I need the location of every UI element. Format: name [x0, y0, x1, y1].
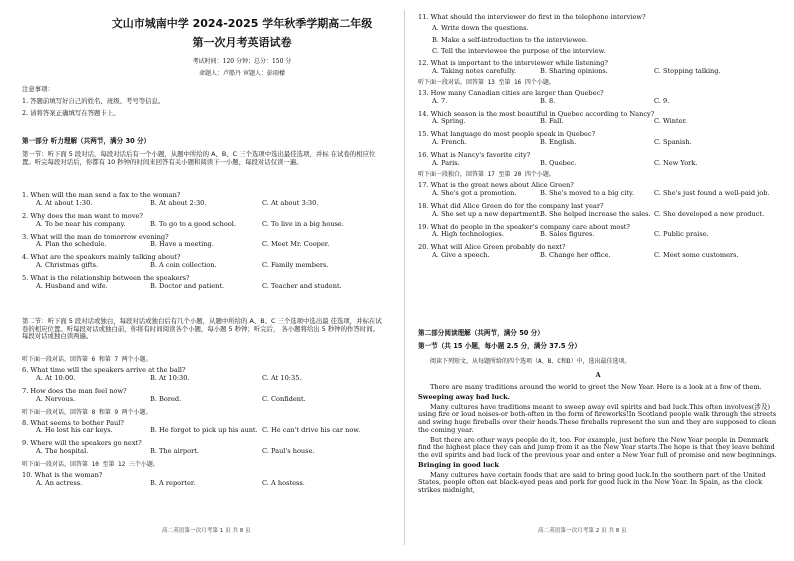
options-19: [418, 231, 778, 240]
right-column: [418, 0, 778, 561]
option-c: C. Winter.: [654, 117, 688, 126]
dialog-note: 听下面一段对话，回答第 13 至第 16 四个小题。: [418, 78, 555, 86]
exam-authors: 命题人：卢船丹 审题人：彭雨檬: [199, 70, 285, 77]
option-a: A. At about 1:30.: [36, 198, 93, 207]
option-a: A. French.: [432, 138, 467, 147]
option-c: C. Stopping talking.: [654, 66, 721, 75]
dialog-note: 听下面一段对话，回答第 6 和第 7 两个小题。: [22, 356, 152, 363]
note-item: 2. 请将答案正确填写在答题卡上。: [22, 109, 120, 117]
options-20: [418, 252, 778, 261]
option-b: B. He forgot to pick up his aunt.: [150, 426, 258, 435]
passage-subheading: Sweeping away bad luck.: [418, 392, 510, 401]
option-a: A. Nervous.: [36, 394, 76, 403]
option-b: B. Doctor and patient.: [150, 281, 225, 290]
option-a: A. An actress.: [36, 479, 83, 488]
option-b: B. At about 2:30.: [150, 198, 207, 207]
option-a: A. Give a speech.: [432, 251, 490, 260]
exam-info: 考试时间：120 分钟；总分：150 分: [192, 58, 292, 65]
question-13: 13. How many Canadian cities are larger than Quebec?: [418, 88, 604, 97]
options-15: [418, 139, 778, 148]
option-a: A. To be near his company.: [36, 219, 126, 228]
options-5: [22, 283, 392, 292]
option-a: A. She set up a new department.: [432, 209, 542, 218]
option-a: A. Husband and wife.: [36, 281, 108, 290]
options-18: [418, 211, 778, 220]
options-16: [418, 160, 778, 169]
option-c: C. To live in a big house.: [262, 219, 344, 228]
dialog-note: 听下面一段对话，回答第 10 至第 12 三个小题。: [22, 461, 159, 469]
option-b: B. Have a meeting.: [150, 240, 214, 249]
part2-section1: 第一节（共 15 小题，每小题 2.5 分，满分 37.5 分）: [418, 342, 581, 350]
options-10: [22, 480, 392, 489]
options-6: [22, 375, 392, 384]
options-7: [22, 396, 392, 405]
option-b: B. At 10:30.: [150, 373, 190, 382]
options-4: [22, 262, 392, 271]
question-2: 2. Why does the man want to move?: [22, 211, 143, 220]
question-5: 5. What is the relationship between the speakers?: [22, 274, 190, 283]
question-12: 12. What is important to the interviewer while listening?: [418, 59, 608, 68]
option-c: C. Tell the interviewee the purpose of the interview.: [432, 47, 606, 56]
options-12: [418, 68, 778, 77]
questions-6-10: [22, 356, 392, 489]
exam-subtitle: 第一次月考英语试卷: [192, 36, 292, 49]
page-footer-right: 高二英语第一次月考第 2 页 共 8 页: [538, 528, 627, 534]
option-c: C. Spanish.: [654, 138, 692, 147]
question-17: 17. What is the great news about Alice Green?: [418, 181, 574, 190]
question-14: 14. Which season is the most beautiful in Quebec according to Nancy?: [418, 109, 655, 118]
question-15: 15. What language do most people speak in Quebec?: [418, 130, 596, 139]
passage-paragraph: But there are other ways people do it, too. For example, just before the New Year people in Denmark find the highest place they can and jump from it as the New Year starts.The hope is that they leave behind the evil spirits and bad luck of the previous year and enter a New Year full of promise and new beginnings.: [418, 435, 777, 460]
option-c: C. Paul's house.: [262, 447, 315, 456]
option-a: A. Paris.: [432, 158, 460, 167]
option-c: C. New York.: [654, 158, 698, 167]
option-c: C. Family members.: [262, 261, 329, 270]
option-a: A. At 10:00.: [36, 373, 76, 382]
passage-label: A: [595, 371, 601, 379]
option-b: B. A coin collection.: [150, 261, 217, 270]
option-b: B. Quebec.: [540, 158, 577, 167]
option-a: A. Christmas gifts.: [36, 261, 99, 270]
option-c: C. He can't drive his car now.: [262, 426, 361, 435]
question-3: 3. What will the man do tomorrow evening?: [22, 232, 169, 241]
questions-11-20: [418, 14, 778, 261]
option-c: C. Meet some customers.: [654, 251, 739, 260]
option-b: B. Sharing opinions.: [540, 66, 608, 75]
question-1: 1. When will the man send a fax to the woman?: [22, 191, 181, 199]
passage-subheading: Bringing in good luck: [418, 460, 499, 469]
exam-title: 文山市城南中学 2024-2025 学年秋季学期高二年级: [111, 17, 373, 30]
note-item: 1. 答题前填写好自己的姓名、班级、考号等信息。: [22, 97, 165, 105]
section2-instructions: 第二节：听下面 5 段对话或独白，每段对话或独白后有几个小题，从题中所给的 A、B、C 三个选项中选出最 佳选项，并标在试卷的相应位置。听每段对话或独白前，你将有时间阅读各个小题，每小题 5 秒钟；听完后， 各小题将给出 5 秒钟的作答时间。每段对话或独白读两遍。: [22, 317, 382, 341]
option-c: C. She's just found a well-paid job.: [654, 188, 770, 197]
option-a: A. Write down the questions.: [432, 23, 529, 32]
passage-paragraph: Many cultures have certain foods that are said to bring good luck.In the southern part of the United States, people often eat black-eyed peas and pork for good luck in the New Year. In Spain, as the clock strikes midnight,: [418, 470, 766, 495]
option-b: B. A reporter.: [150, 479, 196, 488]
section1-instructions: 第一节：听下面 5 段对话，每段对话后有一个小题，从题中所给的 A、B、C 三个选项中选出最佳选项，并标 在试卷的相应位置。听完每段对话后，你都有 10 秒钟的时间来回答有关小题和阅读下一小题，每段对话仅读一遍。: [22, 150, 376, 166]
options-9: [22, 448, 392, 457]
option-c: C. At about 3:30.: [262, 198, 319, 207]
option-b: B. 8.: [540, 96, 556, 105]
passage-paragraph: Many cultures have traditions meant to sweep away evil spirits and bad luck.This often involves(涉及) using fire or loud noises-or both-often in the form of fireworks!In Scotland people walk through the streets and swing huge fireballs over their heads.These fireballs represent the sun and they are supposed to clean the coming year.: [418, 402, 777, 434]
options-13: [418, 98, 778, 107]
options-3: [22, 241, 392, 250]
question-19: 19. What do people in the speaker's company care about most?: [418, 222, 630, 231]
passage-paragraph: There are many traditions around the world to greet the New Year. Here is a look at a few of them.: [430, 383, 762, 391]
option-b: B. The airport.: [150, 447, 199, 456]
dialog-note: 听下面一段独白，回答第 17 至第 20 四个小题。: [418, 170, 555, 178]
option-c: C. Public praise.: [654, 230, 709, 239]
option-a: A. High technologies.: [432, 230, 504, 239]
option-b: B. To go to a good school.: [150, 219, 236, 228]
option-c: C. A hostess.: [262, 479, 305, 488]
options-17: [418, 190, 778, 199]
options-1: [22, 200, 392, 209]
left-column: [22, 0, 392, 561]
option-c: C. 9.: [654, 96, 670, 105]
part2-instructions: 阅读下列短文，从每题所给的四个选项（A、B、C和D）中，选出最佳选项。: [430, 358, 631, 365]
option-c: C. At 10:35.: [262, 373, 302, 382]
option-c: C. She developed a new product.: [654, 209, 765, 218]
option-b: B. She's moved to a big city.: [540, 188, 634, 197]
page-footer-left: 高二英语第一次月考第 1 页 共 8 页: [162, 528, 251, 534]
options-8: [22, 427, 392, 436]
option-b: B. English.: [540, 138, 577, 147]
option-a: A. She's got a promotion.: [432, 188, 517, 197]
question-20: 20. What will Alice Green probably do next?: [418, 243, 566, 252]
option-c: C. Meet Mr. Cooper.: [262, 240, 330, 249]
part2-heading: 第二部分阅读理解（共两节，满分 50 分）: [418, 329, 544, 337]
question-4: 4. What are the speakers mainly talking about?: [22, 253, 181, 262]
options-14: [418, 118, 778, 127]
option-a: A. 7.: [432, 96, 448, 105]
notes-heading: 注意事项：: [22, 85, 54, 93]
option-b: B. Bored.: [150, 394, 182, 403]
part1-heading: 第一部分 听力理解（共两节，满分 30 分）: [22, 137, 151, 145]
questions-1-5: [22, 192, 392, 292]
option-b: B. Make a self-introduction to the interviewee.: [432, 35, 588, 44]
question-10: 10. What is the woman?: [22, 471, 103, 480]
option-a: A. The hospital.: [36, 447, 89, 456]
option-a: A. He lost his car keys.: [36, 426, 113, 435]
option-c: C. Teacher and student.: [262, 281, 342, 290]
option-b: B. She helped increase the sales.: [540, 209, 651, 218]
question-18: 18. What did Alice Green do for the company last year?: [418, 201, 604, 210]
option-b: B. Sales figures.: [540, 230, 595, 239]
options-2: [22, 221, 392, 230]
question-6: 6. What time will the speakers arrive at the ball?: [22, 366, 186, 375]
reading-passage-a: [418, 384, 778, 495]
option-c: C. Confident.: [262, 394, 306, 403]
question-8: 8. What seems to bother Paul?: [22, 418, 124, 427]
question-9: 9. Where will the speakers go next?: [22, 439, 142, 448]
column-divider: [404, 10, 405, 545]
question-7: 7. How does the man feel now?: [22, 386, 127, 395]
option-a: A. Plan the schedule.: [36, 240, 107, 249]
option-b: B. Change her office.: [540, 251, 611, 260]
option-b: B. Fall.: [540, 117, 564, 126]
dialog-note: 听下面一段对话，回答第 8 和第 9 两个小题。: [22, 408, 152, 416]
question-11: 11. What should the interviewer do first in the telephone interview?: [418, 13, 646, 21]
option-a: A. Spring.: [432, 117, 466, 126]
question-16: 16. What is Nancy's favorite city?: [418, 151, 531, 160]
option-a: A. Taking notes carefully.: [432, 66, 517, 75]
